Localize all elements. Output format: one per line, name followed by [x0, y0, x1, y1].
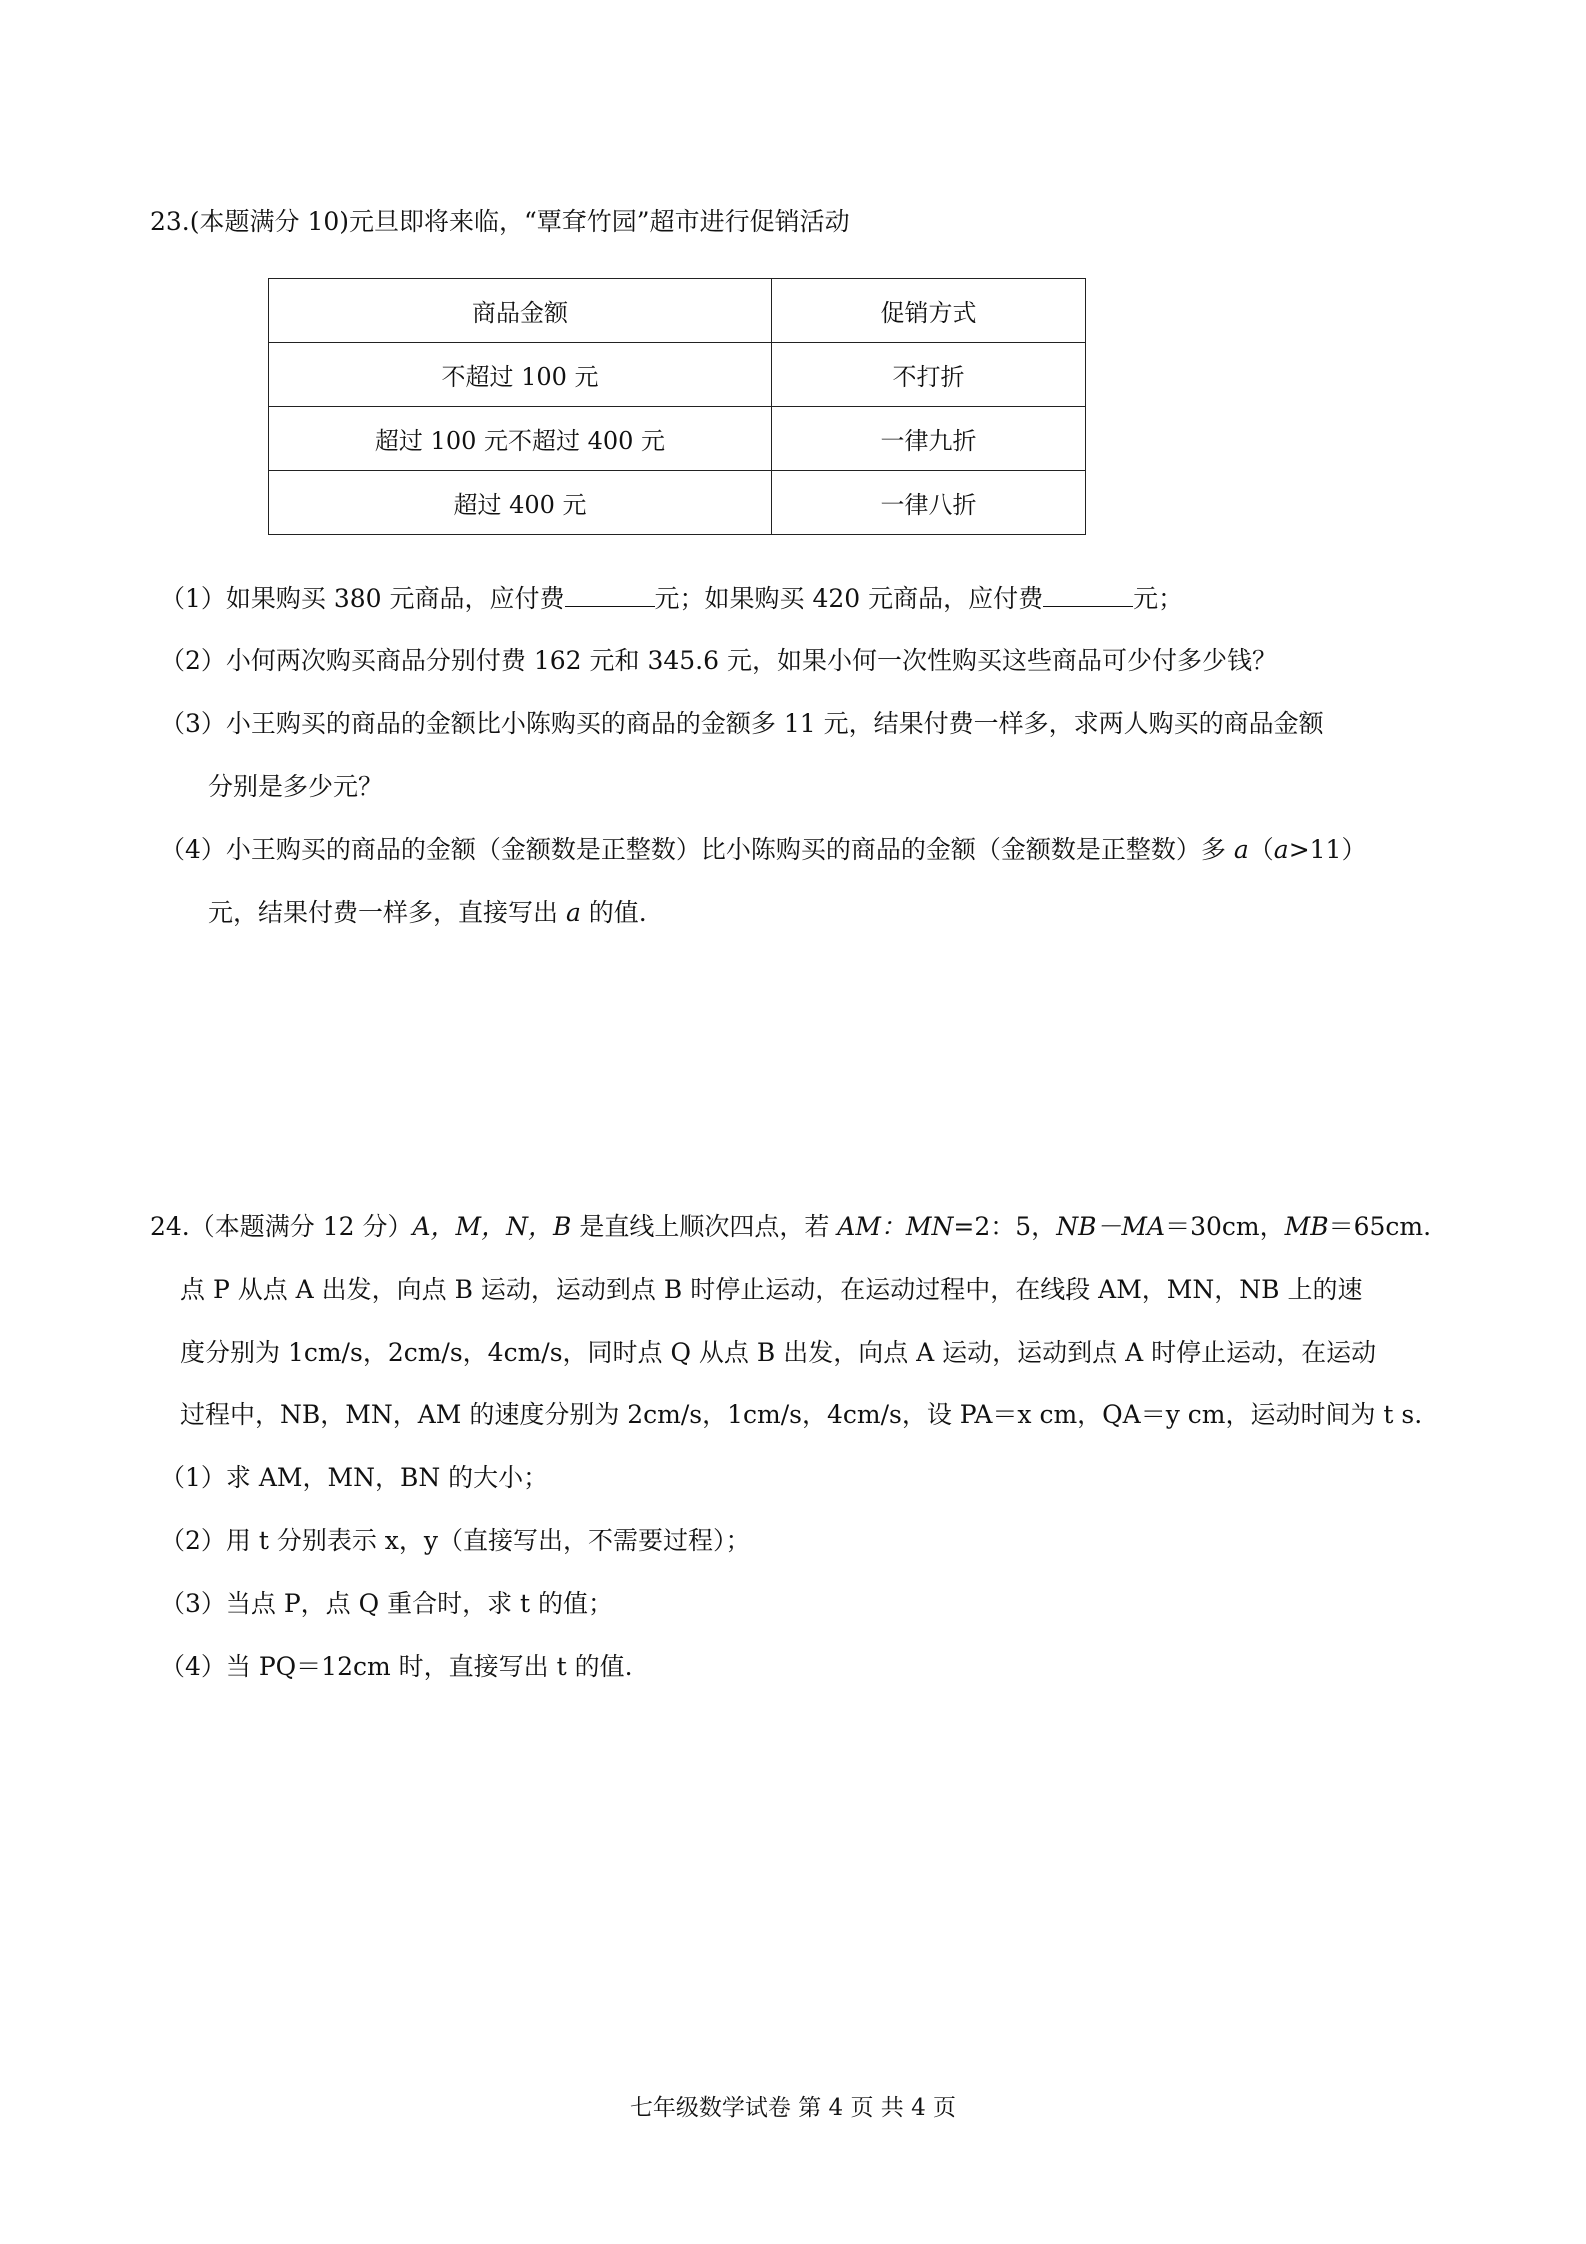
- table-row: [269, 471, 1086, 535]
- table-cell: 一律八折: [772, 471, 1086, 535]
- q23-title: 23.(本题满分 10)元旦即将来临，“覃耷竹园”超市进行促销活动: [150, 207, 850, 236]
- page-footer: 七年级数学试卷 第 4 页 共 4 页: [629, 2095, 957, 2121]
- q23-part3-line1: （3）小王购买的商品的金额比小陈购买的商品的金额多 11 元，结果付费一样多，求两人购买的商品金额: [160, 709, 1324, 738]
- q23-part4-line2: 元，结果付费一样多，直接写出 a 的值.: [208, 898, 647, 927]
- header-discount: 促销方式: [772, 279, 1086, 343]
- q24-part3: （3）当点 P，点 Q 重合时，求 t 的值；: [160, 1589, 614, 1618]
- answer-blank: [1043, 582, 1133, 607]
- q23-part4-line1: （4）小王购买的商品的金额（金额数是正整数）比小陈购买的商品的金额（金额数是正整数）多 a（a>11）: [160, 835, 1367, 864]
- q23-part1: （1）如果购买 380 元商品，应付费 元；如果购买 420 元商品，应付费 元；: [160, 584, 1184, 613]
- q24-line4: 过程中，NB，MN，AM 的速度分别为 2cm/s，1cm/s，4cm/s，设 PA＝x cm，QA＝y cm，运动时间为 t s.: [180, 1400, 1423, 1429]
- q24-line1: 24.（本题满分 12 分）A，M，N，B 是直线上顺次四点，若 AM：MN=2：5，NB－MA＝30cm，MB＝65cm.: [150, 1212, 1432, 1241]
- header-amount: 商品金额: [269, 279, 772, 343]
- table-cell: 一律九折: [772, 407, 1086, 471]
- table-header-row: [269, 279, 1086, 343]
- answer-blank: [565, 582, 655, 607]
- table-cell: 超过 400 元: [269, 471, 772, 535]
- promotion-table: [268, 278, 1086, 535]
- q23-part3-line2: 分别是多少元？: [208, 772, 384, 801]
- q24-part4: （4）当 PQ＝12cm 时，直接写出 t 的值.: [160, 1652, 633, 1681]
- q24-line3: 度分别为 1cm/s，2cm/s，4cm/s，同时点 Q 从点 B 出发，向点 A 运动，运动到点 A 时停止运动，在运动: [180, 1338, 1377, 1367]
- q23-part2: （2）小何两次购买商品分别付费 162 元和 345.6 元，如果小何一次性购买这些商品可少付多少钱？: [160, 646, 1277, 675]
- table-row: [269, 343, 1086, 407]
- q24-part2: （2）用 t 分别表示 x，y（直接写出，不需要过程）；: [160, 1526, 751, 1555]
- q24-line2: 点 P 从点 A 出发，向点 B 运动，运动到点 B 时停止运动，在运动过程中，在线段 AM，MN，NB 上的速: [180, 1275, 1363, 1304]
- table-cell: 超过 100 元不超过 400 元: [269, 407, 772, 471]
- table-cell: 不超过 100 元: [269, 343, 772, 407]
- q24-part1: （1）求 AM，MN，BN 的大小；: [160, 1463, 549, 1492]
- table-cell: 不打折: [772, 343, 1086, 407]
- table-row: [269, 407, 1086, 471]
